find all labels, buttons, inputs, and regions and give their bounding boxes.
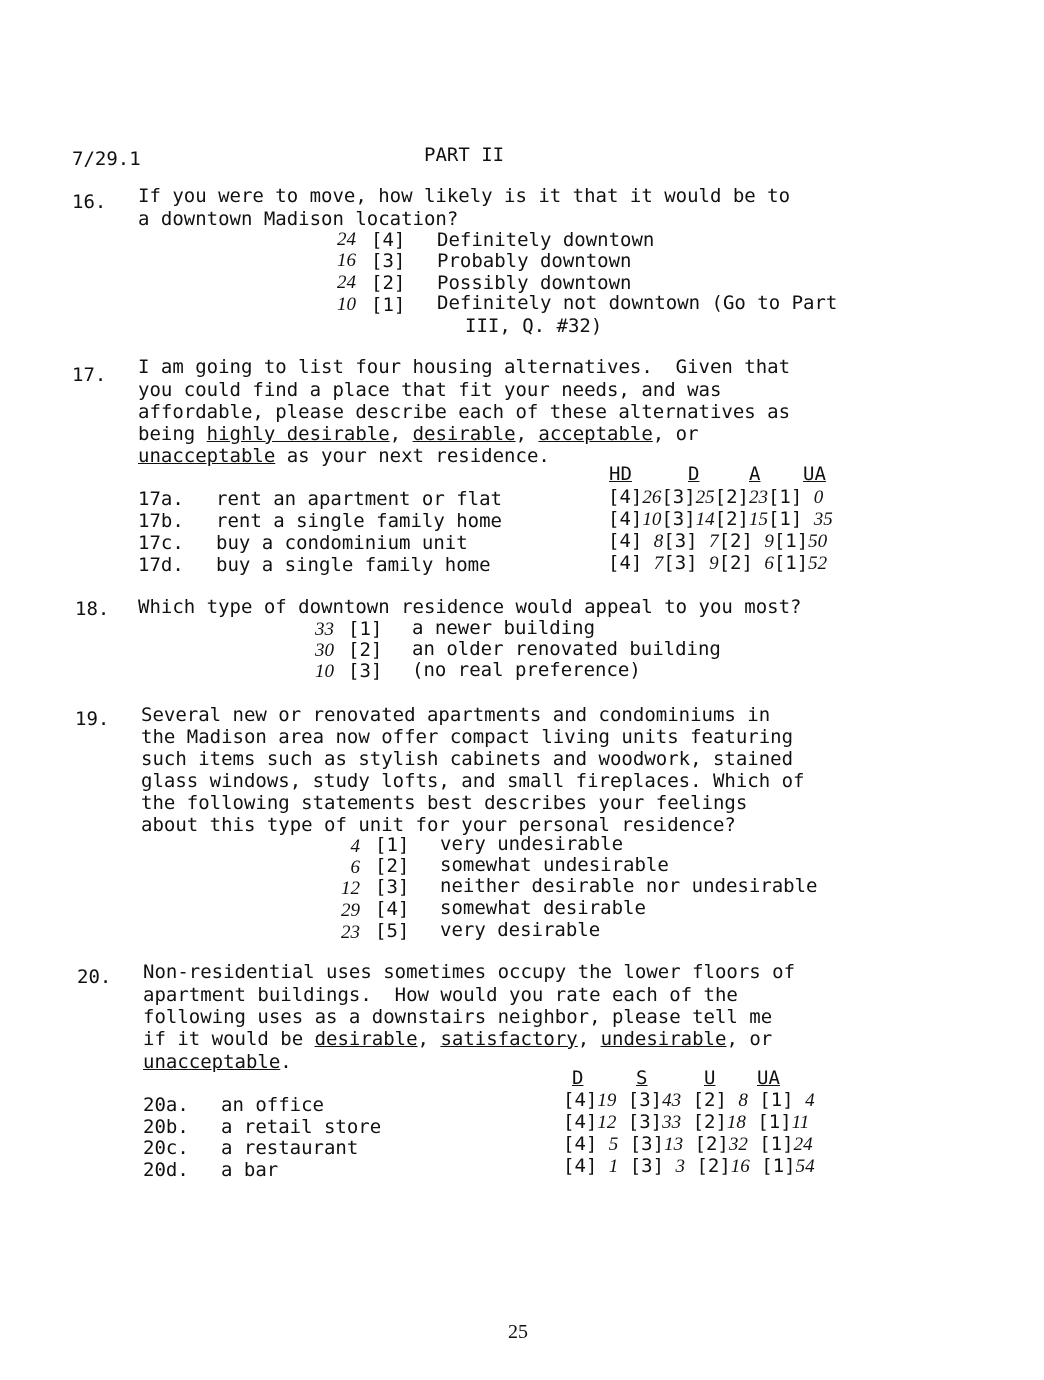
q20-line [143, 1051, 292, 1073]
q17-option-a: acceptable [538, 423, 653, 445]
code: [3] [663, 530, 698, 552]
q16-count: 24 [337, 229, 356, 250]
q19-code: [5] [375, 920, 410, 942]
q16-code: [3] [371, 250, 406, 272]
code: [1] [757, 1111, 792, 1133]
q17-col-d: D [688, 463, 700, 485]
q20-option-u: undesirable [600, 1028, 727, 1050]
q18-count: 33 [315, 619, 334, 640]
value: 35 [813, 509, 833, 530]
q16-count: 16 [337, 250, 356, 271]
q18-option-label: an older renovated building [412, 638, 721, 660]
value: 0 [813, 487, 824, 508]
page-number: 25 [508, 1321, 528, 1343]
code: [3] [627, 1111, 663, 1133]
q17-item-id: 17b. [138, 510, 184, 532]
q16-continuation: III, Q. #32) [465, 315, 603, 337]
q16-count: 10 [337, 294, 356, 315]
code: [4] [563, 1089, 598, 1111]
code: [1] [759, 1089, 794, 1111]
q20-line: Non-residential uses sometimes occupy the lower floors of [143, 961, 796, 983]
q17-col-a: A [749, 463, 761, 485]
value: 7 [653, 553, 664, 574]
q20-item-label: a retail store [221, 1116, 382, 1138]
q19-code: [1] [375, 834, 410, 856]
q19-count: 6 [350, 857, 360, 878]
code: [4] [563, 1111, 598, 1133]
q20-item-values [563, 1089, 815, 1112]
q17-text: as your next residence. [275, 445, 550, 467]
q17-text: being [138, 423, 207, 445]
value: 9 [709, 553, 719, 574]
q16-code: [4] [371, 229, 406, 251]
code: [2] [692, 1111, 727, 1133]
q20-option-ua: unacceptable [143, 1051, 281, 1073]
q19-line: about this type of unit for your personal residence? [141, 814, 736, 836]
q16-option-label: Definitely not downtown (Go to Part [437, 292, 838, 314]
q16-code: [2] [371, 272, 406, 294]
q19-line: the Madison area now offer compact living units featuring [141, 726, 794, 748]
q20-text: . [280, 1051, 292, 1073]
q17-line: you could find a place that fit your needs, and was [138, 379, 722, 401]
value: 24 [793, 1134, 813, 1155]
code: [3] [661, 508, 696, 530]
value: 8 [653, 531, 664, 552]
q18-question: Which type of downtown residence would appeal to you most? [138, 596, 802, 618]
value: 54 [795, 1156, 815, 1177]
q20-col-u: U [704, 1067, 716, 1089]
q17-item-label: buy a condominium unit [216, 532, 468, 554]
code: [2] [718, 530, 753, 552]
value: 52 [808, 553, 828, 574]
code: [2] [696, 1155, 731, 1177]
value: 6 [764, 553, 774, 574]
value: 12 [597, 1112, 617, 1133]
code: [1] [773, 552, 809, 574]
code: [1] [767, 508, 803, 530]
q19-option-label: somewhat undesirable [440, 854, 669, 876]
value: 13 [664, 1134, 684, 1155]
value: 11 [791, 1112, 810, 1133]
q20-item-id: 20d. [143, 1159, 189, 1181]
code: [2] [714, 486, 749, 508]
q17-option-d: desirable [412, 423, 516, 445]
q18-code: [1] [348, 618, 383, 640]
q17-item-label: rent an apartment or flat [216, 488, 502, 510]
code: [4] [608, 486, 643, 508]
code: [1] [761, 1155, 796, 1177]
q19-line: Several new or renovated apartments and condominiums in [141, 704, 771, 726]
q19-code: [3] [375, 876, 410, 898]
q20-item-values [563, 1111, 809, 1134]
q19-count: 4 [350, 836, 360, 857]
q18-count: 30 [315, 640, 334, 661]
q17-line [138, 445, 550, 467]
q18-option-label: (no real preference) [412, 659, 641, 681]
q17-item-values [608, 530, 827, 553]
q16-line: If you were to move, how likely is it that it would be to [138, 185, 791, 207]
code: [1] [759, 1133, 794, 1155]
value: 15 [748, 509, 768, 530]
q17-col-hd: HD [609, 463, 632, 485]
q17-line: affordable, please describe each of these alternatives as [138, 401, 791, 423]
q20-sep: , or [726, 1028, 773, 1050]
q20-item-id: 20b. [143, 1116, 189, 1138]
q19-count: 12 [341, 878, 360, 899]
code: [1] [767, 486, 803, 508]
code: [3] [627, 1089, 663, 1111]
q16-option-label: Possibly downtown [437, 272, 632, 294]
q20-number: 20. [77, 966, 112, 988]
code: [3] [629, 1155, 665, 1177]
q17-line: I am going to list four housing alternatives. Given that [138, 356, 791, 378]
code: [3] [661, 486, 696, 508]
q20-option-s: satisfactory [440, 1028, 578, 1050]
q17-item-id: 17c. [138, 532, 184, 554]
value: 10 [642, 509, 662, 530]
q17-number: 17. [72, 364, 107, 386]
code: [4] [608, 508, 643, 530]
q17-item-id: 17d. [138, 554, 184, 576]
q17-sep: , or [652, 423, 699, 445]
document-ref: 7/29.1 [72, 148, 141, 170]
q19-option-label: neither desirable nor undesirable [440, 875, 818, 897]
q20-item-label: a bar [221, 1159, 279, 1181]
q20-col-s: S [636, 1067, 648, 1089]
q20-option-d: desirable [314, 1028, 418, 1050]
q20-item-values [563, 1133, 813, 1156]
q20-sep: , [577, 1028, 601, 1050]
q17-item-values [608, 552, 827, 575]
q16-count: 24 [337, 272, 356, 293]
code: [2] [692, 1089, 727, 1111]
q19-line: such items such as stylish cabinets and woodwork, stained [141, 748, 794, 770]
q17-item-label: buy a single family home [216, 554, 491, 576]
q18-option-label: a newer building [412, 617, 596, 639]
q20-line: following uses as a downstairs neighbor, please tell me [143, 1006, 773, 1028]
q16-option-label: Probably downtown [437, 250, 632, 272]
q18-code: [2] [348, 639, 383, 661]
q19-count: 29 [341, 900, 360, 921]
q20-sep: , [417, 1028, 441, 1050]
code: [4] [608, 552, 643, 574]
value: 3 [675, 1156, 686, 1177]
code: [2] [714, 508, 749, 530]
code: [4] [563, 1133, 598, 1155]
q19-code: [4] [375, 898, 410, 920]
q16-code: [1] [371, 294, 406, 316]
code: [3] [663, 552, 698, 574]
q16-line: a downtown Madison location? [138, 208, 459, 230]
q19-option-label: somewhat desirable [440, 897, 646, 919]
q19-code: [2] [375, 855, 410, 877]
q17-item-label: rent a single family home [216, 510, 502, 532]
q17-item-values [608, 486, 823, 509]
q20-line [143, 1028, 772, 1050]
value: 5 [608, 1134, 619, 1155]
q16-number: 16. [72, 191, 107, 213]
value: 19 [597, 1090, 617, 1111]
q19-line: the following statements best describes your feelings [141, 792, 748, 814]
q18-number: 18. [75, 598, 110, 620]
q17-option-hd: highly desirable [206, 423, 390, 445]
q20-col-d: D [572, 1067, 584, 1089]
q19-option-label: very desirable [440, 919, 601, 941]
value: 7 [709, 531, 719, 552]
value: 4 [805, 1090, 815, 1111]
value: 26 [642, 487, 662, 508]
value: 43 [662, 1090, 682, 1111]
q20-item-values [563, 1155, 815, 1178]
value: 50 [808, 531, 828, 552]
value: 18 [726, 1112, 746, 1133]
q18-count: 10 [315, 661, 334, 682]
code: [3] [629, 1133, 665, 1155]
value: 32 [728, 1134, 748, 1155]
q17-item-values [608, 508, 833, 531]
q19-number: 19. [75, 708, 110, 730]
code: [2] [718, 552, 753, 574]
q20-item-label: an office [221, 1094, 324, 1116]
q19-line: glass windows, study lofts, and small fireplaces. Which of [141, 770, 805, 792]
q17-option-ua: unacceptable [138, 445, 276, 467]
code: [1] [773, 530, 809, 552]
q20-col-ua: UA [757, 1067, 780, 1089]
value: 16 [730, 1156, 750, 1177]
q20-line: apartment buildings. How would you rate each of the [143, 984, 738, 1006]
q20-item-label: a restaurant [221, 1137, 359, 1159]
code: [2] [694, 1133, 729, 1155]
q20-item-id: 20c. [143, 1137, 189, 1159]
q17-sep: , [515, 423, 539, 445]
part-title: PART II [424, 144, 505, 166]
value: 25 [695, 487, 715, 508]
q16-option-label: Definitely downtown [437, 229, 655, 251]
q19-count: 23 [341, 922, 360, 943]
q18-code: [3] [348, 660, 383, 682]
value: 14 [695, 509, 715, 530]
value: 9 [764, 531, 774, 552]
q17-sep: , [389, 423, 413, 445]
q17-item-id: 17a. [138, 488, 184, 510]
value: 1 [608, 1156, 619, 1177]
code: [4] [608, 530, 643, 552]
q19-option-label: very undesirable [440, 833, 624, 855]
value: 23 [748, 487, 768, 508]
q20-item-id: 20a. [143, 1094, 189, 1116]
value: 8 [738, 1090, 748, 1111]
value: 33 [662, 1112, 682, 1133]
q17-col-ua: UA [803, 463, 826, 485]
code: [4] [563, 1155, 598, 1177]
q17-line [138, 423, 699, 445]
q20-text: if it would be [143, 1028, 315, 1050]
